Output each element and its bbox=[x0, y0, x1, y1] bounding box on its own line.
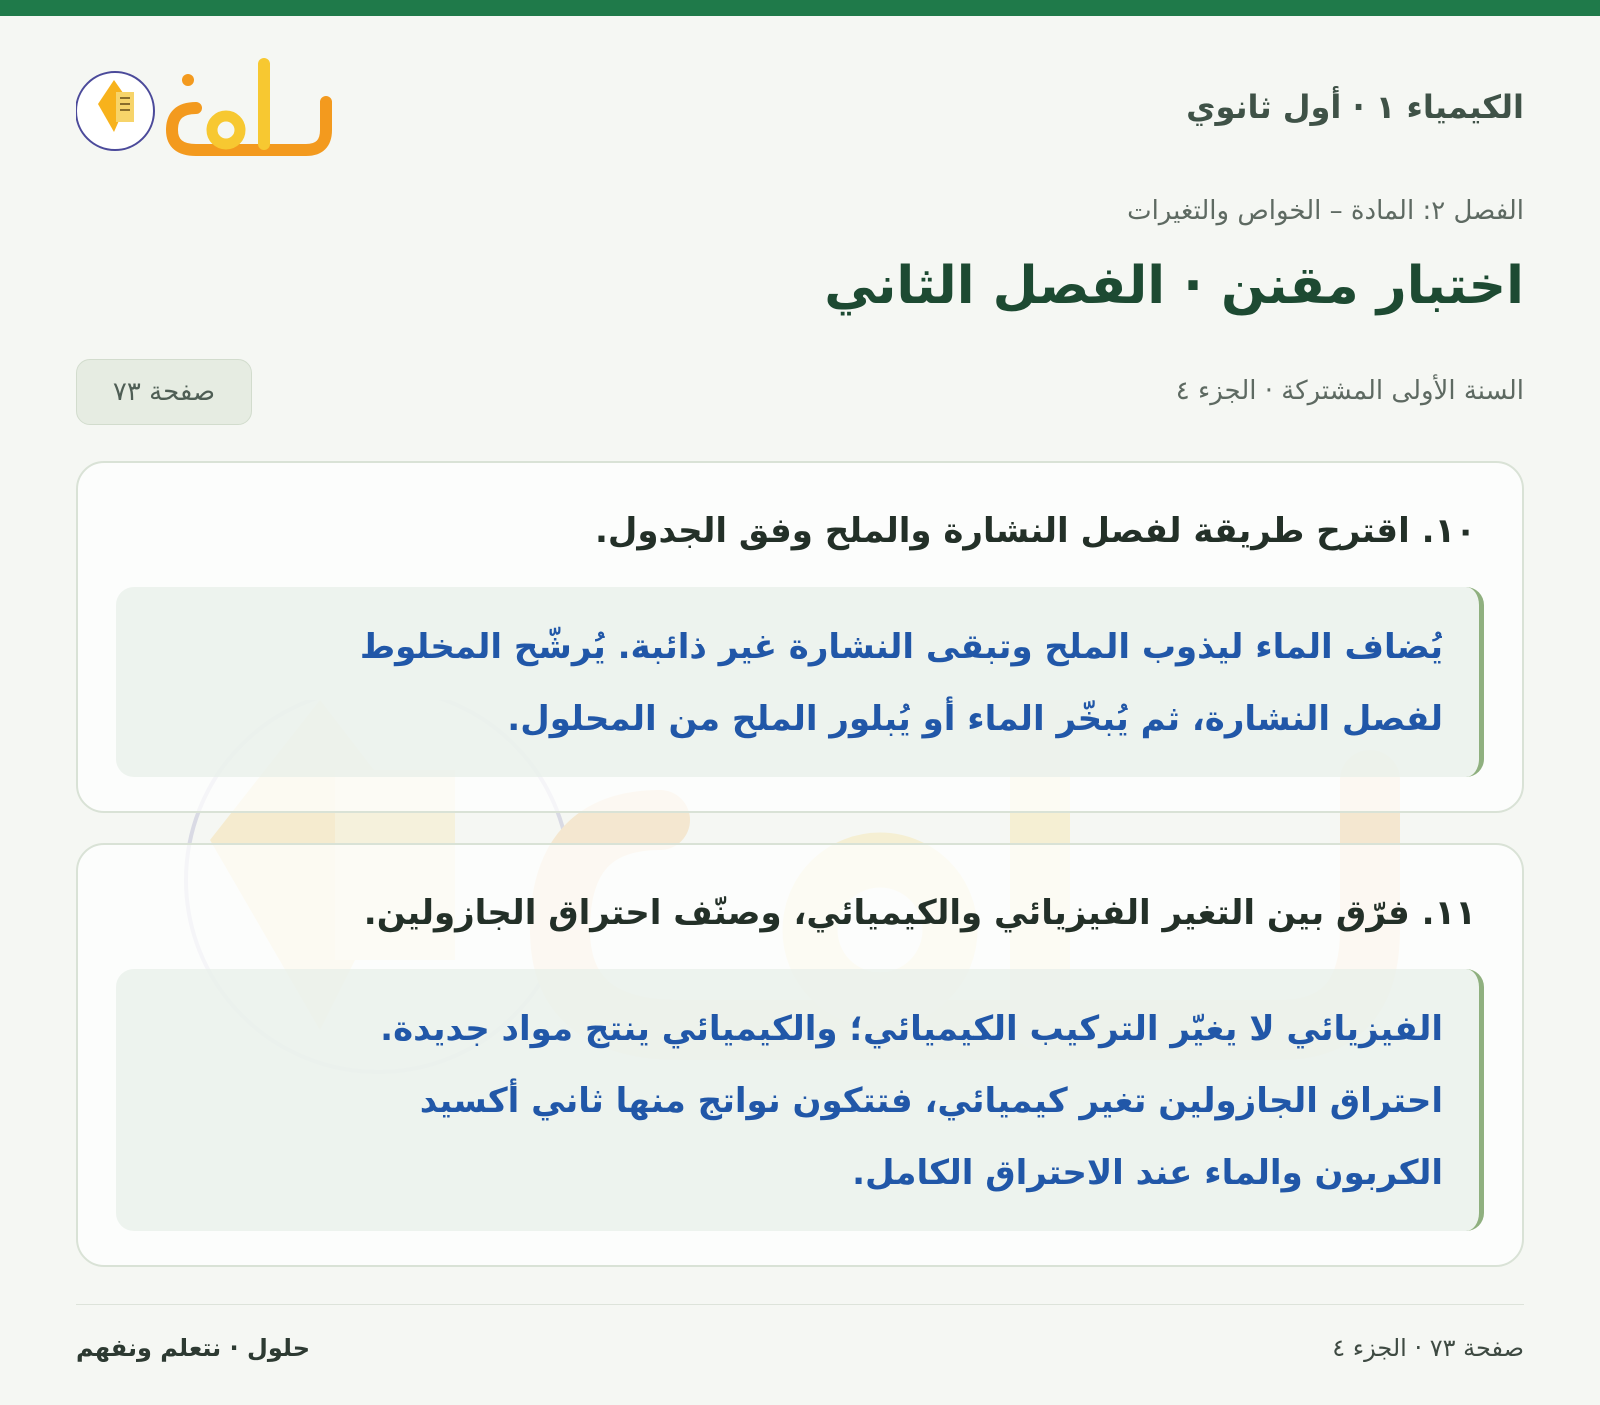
meta-info: السنة الأولى المشتركة · الجزء ٤ bbox=[1175, 376, 1524, 406]
page-number-chip: صفحة ٧٣ bbox=[76, 359, 252, 425]
answer-line: الكربون والماء عند الاحتراق الكامل. bbox=[852, 1153, 1443, 1193]
answer-box bbox=[116, 587, 1484, 777]
answer-box bbox=[116, 969, 1484, 1231]
chapter-label: الفصل ٢: المادة – الخواص والتغيرات bbox=[1127, 196, 1524, 226]
page-title: اختبار مقنن · الفصل الثاني bbox=[824, 256, 1524, 316]
question-text: ١١. فرّق بين التغير الفيزيائي والكيميائي، وصنّف احتراق الجازولين. bbox=[363, 893, 1476, 933]
footer-slogan: حلول · نتعلم ونفهم bbox=[76, 1334, 310, 1362]
page-header bbox=[76, 52, 1524, 162]
answer-line: احتراق الجازولين تغير كيميائي، فتتكون نواتج منها ثاني أكسيد bbox=[419, 1081, 1443, 1121]
question-text: ١٠. اقترح طريقة لفصل النشارة والملح وفق الجدول. bbox=[594, 511, 1476, 551]
answer-line: الفيزيائي لا يغيّر التركيب الكيميائي؛ والكيميائي ينتج مواد جديدة. bbox=[380, 1009, 1443, 1049]
question-card bbox=[76, 461, 1524, 813]
answer-line: لفصل النشارة، ثم يُبخّر الماء أو يُبلور الملح من المحلول. bbox=[507, 699, 1443, 739]
question-card bbox=[76, 843, 1524, 1267]
answer-line: يُضاف الماء ليذوب الملح وتبقى النشارة غير ذائبة. يُرشّح المخلوط bbox=[359, 627, 1443, 667]
hulul-logo[interactable] bbox=[76, 52, 336, 162]
book-title: الكيمياء ١ · أول ثانوي bbox=[1186, 88, 1524, 126]
footer-divider bbox=[76, 1304, 1524, 1305]
footer-page-info: صفحة ٧٣ · الجزء ٤ bbox=[1332, 1334, 1524, 1362]
top-accent-bar bbox=[0, 0, 1600, 16]
